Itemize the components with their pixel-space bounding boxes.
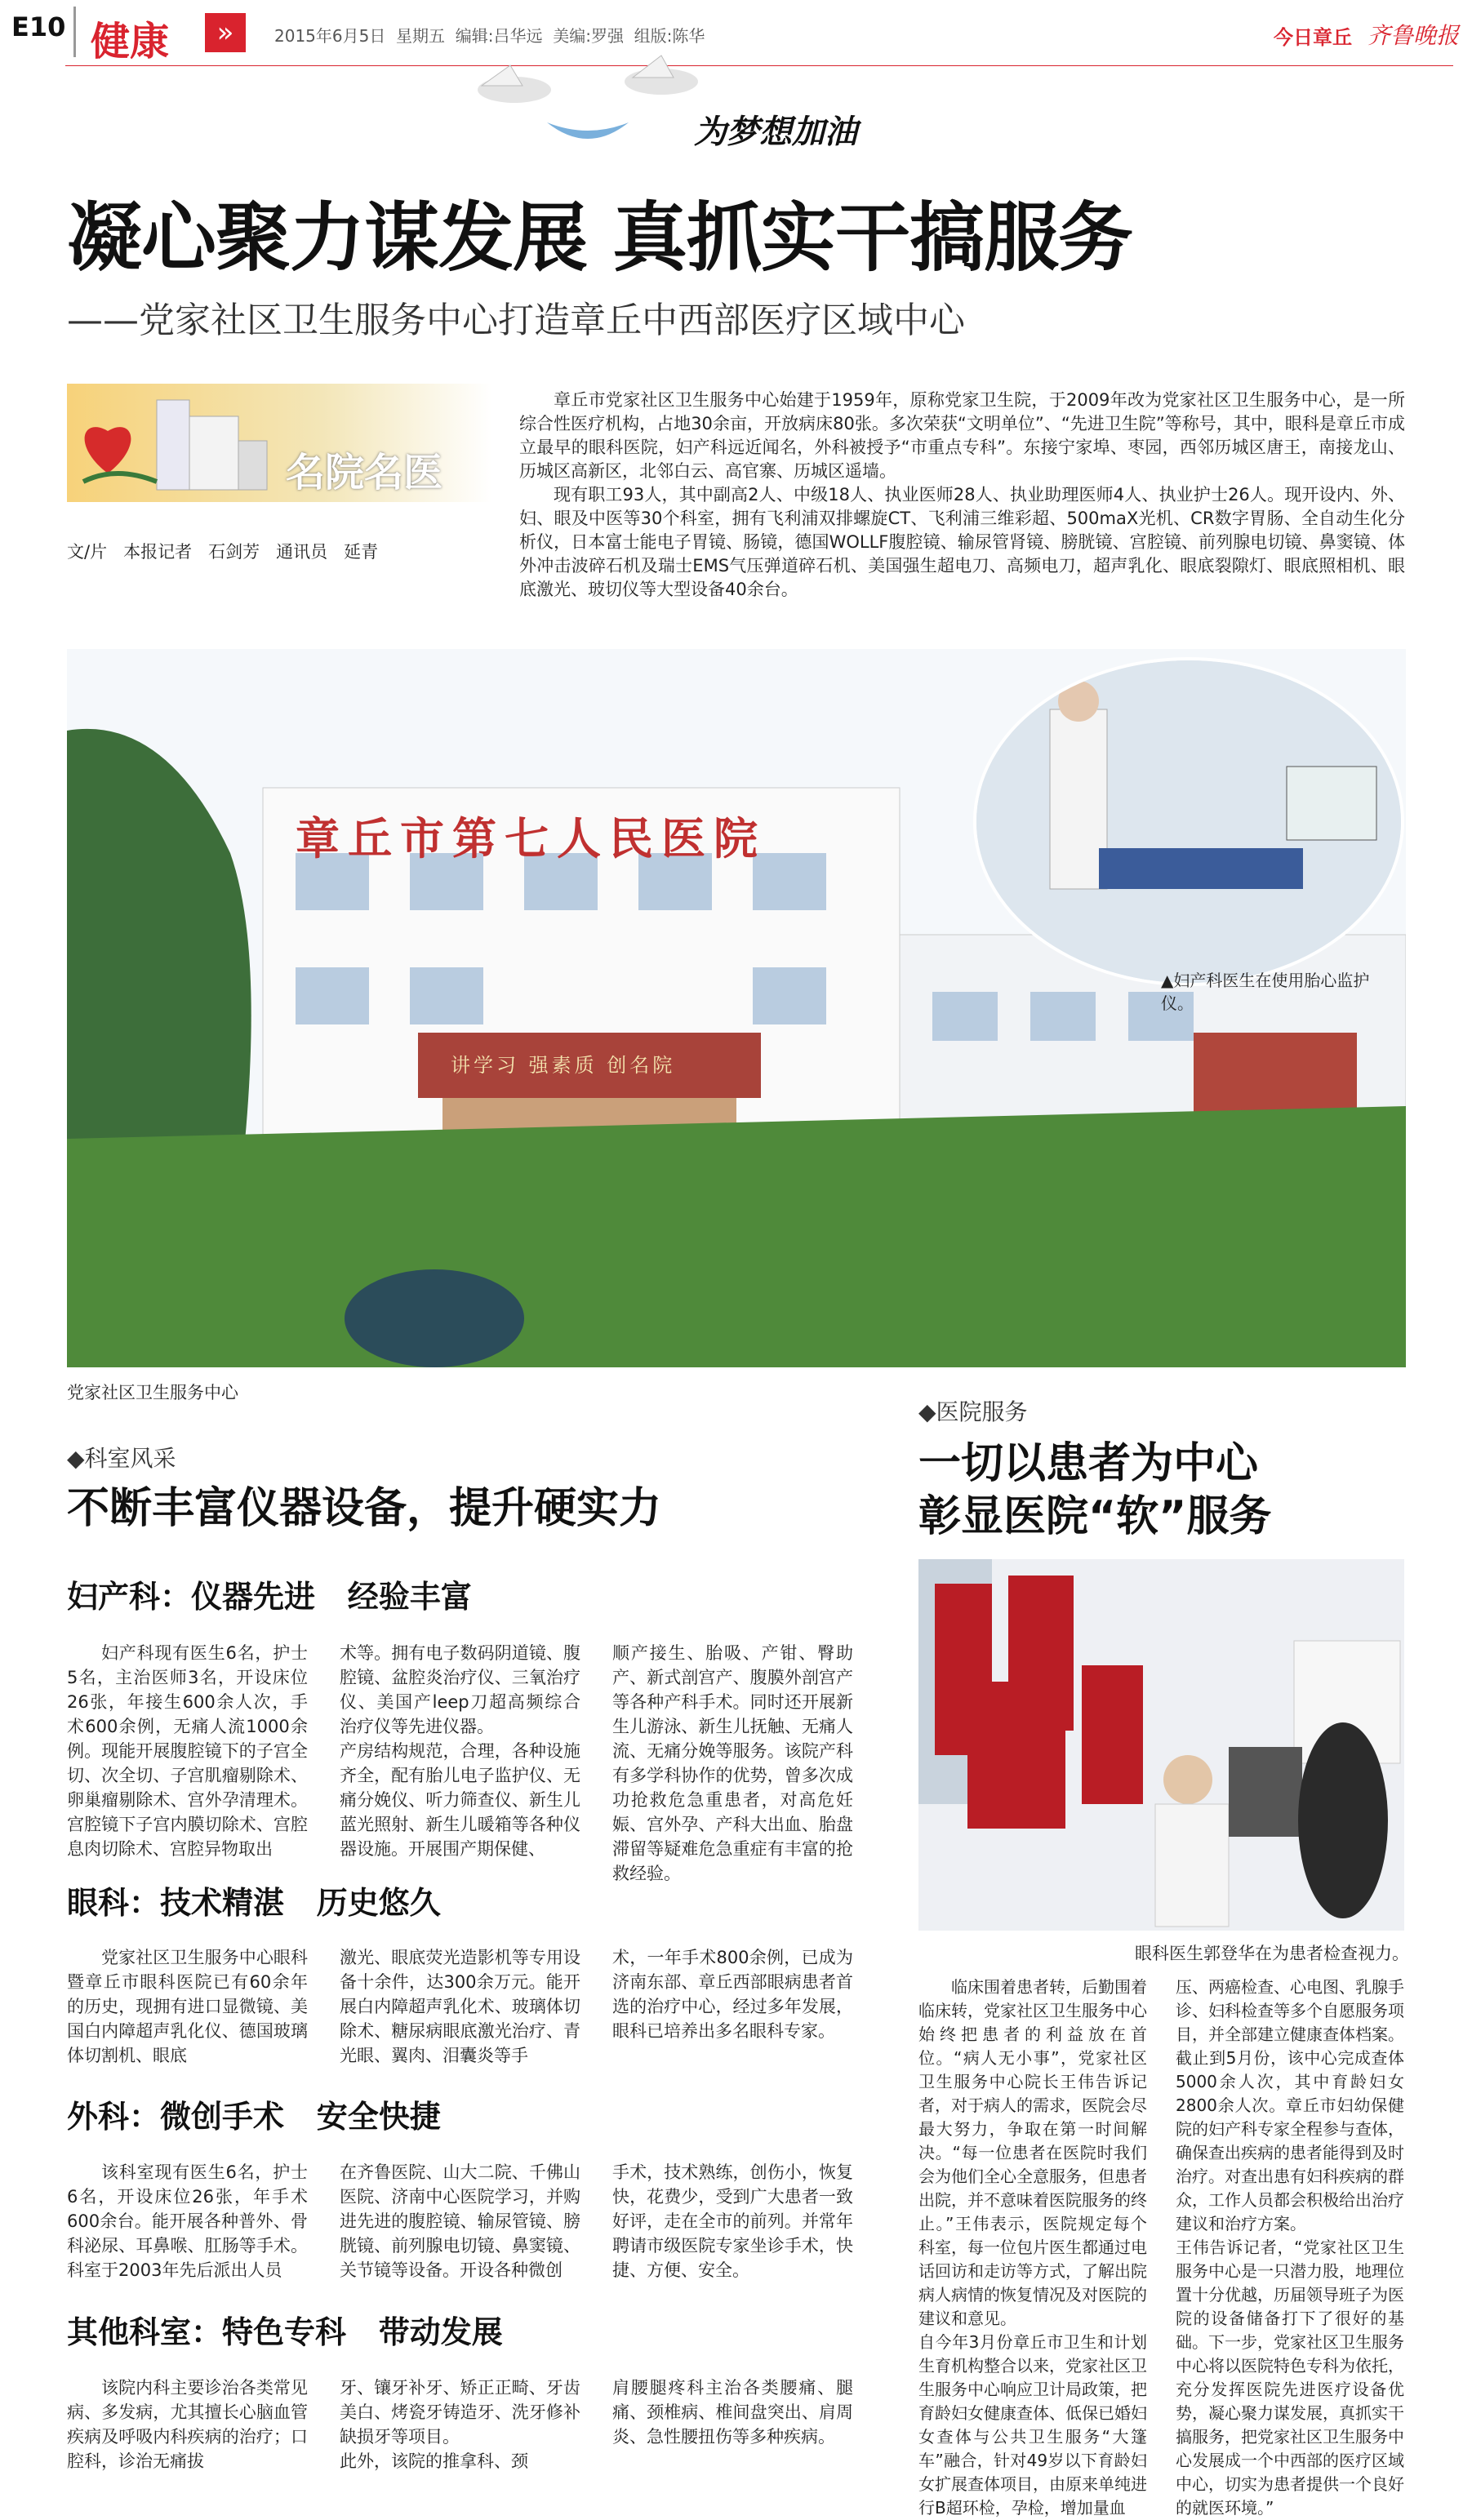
obgyn-col-2: 术等。拥有电子数码阴道镜、腹腔镜、盆腔炎治疗仪、三氧治疗仪、美国产leep刀超高频综合治疗仪等先进仪器。 产房结构规范，合理，各种设施齐全，配有胎儿电子监护仪、无痛分娩仪、听力筛查仪、新生儿蓝光照射、新生儿暖箱等各种仪器设施。开展围产期保健、 xyxy=(340,1643,580,1859)
main-photo-caption: 党家社区卫生服务中心 xyxy=(67,1383,238,1402)
column-label: 名院名医 xyxy=(286,450,443,496)
intro-paragraph xyxy=(519,389,1405,602)
other-col-1: 该院内科主要诊治各类常见病、多发病，尤其擅长心脑血管疾病及呼吸内科疾病的治疗；口腔科，诊治无痛拔 xyxy=(67,2378,308,2471)
banner xyxy=(457,49,882,163)
date-info: 2015年6月5日 星期五 编辑:吕华远 美编:罗强 组版:陈华 xyxy=(274,26,705,46)
header-right-b: 齐鲁晚报 xyxy=(1367,22,1460,49)
sub-headline: ——党家社区卫生服务中心打造章丘中西部医疗区域中心 xyxy=(67,300,965,341)
hospital-photo xyxy=(67,649,1406,1367)
right-title-line-1: 一切以患者为中心 xyxy=(918,1439,1259,1488)
inset-photo xyxy=(973,657,1404,986)
hospital-board-text: 讲学习 强素质 创名院 xyxy=(451,1054,676,1077)
banner-text: 为梦想加油 xyxy=(694,113,857,151)
surgery-col-3: 手术，技术熟练，创伤小，恢复快，花费少，受到广大患者一致好评，走在全市的前列。并常年聘请市级医院专家坐诊手术，快捷、方便、安全。 xyxy=(612,2162,853,2280)
left-title: 不断丰富仪器设备，提升硬实力 xyxy=(67,1484,662,1533)
heart-building-icon xyxy=(67,384,271,502)
right-title-line-2: 彰显医院“软”服务 xyxy=(918,1492,1272,1541)
double-chevron-icon: » xyxy=(205,13,246,52)
eye-exam-photo xyxy=(918,1559,1404,1931)
other-col-3: 肩腰腿疼科主治各类腰痛、腿痛、颈椎病、椎间盘突出、肩周炎、急性腰扭伤等多种疾病。 xyxy=(612,2378,853,2447)
hospital-sign-text: 章丘市第七人民医院 xyxy=(296,812,766,864)
left-tag: ◆科室风采 xyxy=(67,1445,176,1472)
page-number: E10 xyxy=(11,11,66,42)
inset-caption: ▲妇产科医生在使用胎心监护仪。 xyxy=(1161,971,1370,1013)
column-logo xyxy=(67,384,491,502)
service-col-1: 临床围着患者转，后勤围着临床转，党家社区卫生服务中心始终把患者的利益放在首位。“病人无小事”，党家社区卫生服务中心院长王伟告诉记者，对于病人的需求，医院会尽最大努力，争取在第一时间解决。“每一位患者在医院时我们会为他们全心全意服务，但患者出院，并不意味着医院服务的终止。”王伟表示，医院规定每个科室，每一位包片医生都通过电话回访和走访等方式，了解出院病人病情的恢复情况及对医院的建议和意见。 自今年3月份章丘市卫生和计划生育机构整合以来，党家社区卫生服务中心响应卫计局政策，把育龄妇女健康查体、低保已婚妇女查体与公共卫生服务“大篷车”融合，针对49岁以下育龄妇女扩展查体项目，由原来单纯进行B超环检，孕检，增加量血 xyxy=(918,1977,1147,2518)
section-eye-title: 眼科：技术精湛 历史悠久 xyxy=(67,1885,441,1921)
intro-p2: 现有职工93人，其中副高2人、中级18人、执业医师28人、执业助理医师4人、执业护士26人。现开设内、外、妇、眼及中医等30个科室，拥有飞利浦双排螺旋CT、飞利浦三维彩超、500maX光机、CR数字胃肠、全自动生化分析仪，日本富士能电子胃镜、肠镜，德国WOLLF腹腔镜、输尿管肾镜、膀胱镜、宫腔镜、前列腺电切镜、鼻窦镜、体外冲击波碎石机及瑞士EMS气压弹道碎石机、美国强生超电刀、高频电刀，超声乳化、眼底裂隙灯、眼底照相机、眼底激光、玻切仪等大型设备40余台。 xyxy=(519,485,1405,599)
service-col-2: 压、两癌检查、心电图、乳腺手诊、妇科检查等多个自愿服务项目，并全部建立健康查体档案。截止到5月份，该中心完成查体5000余人次，其中育龄妇女2800余人次。章丘市妇幼保健院的妇产科专家全程参与查体，确保查出疾病的患者能得到及时治疗。对查出患有妇科疾病的群众，工作人员都会积极给出治疗建议和治疗方案。 王伟告诉记者，“党家社区卫生服务中心是一只潜力股，地理位置十分优越，历届领导班子为医院的设备储备打下了很好的基础。下一步，党家社区卫生服务中心将以医院特色专科为依托，充分发挥医院先进医疗设备优势，凝心聚力谋发展，真抓实干搞服务，把党家社区卫生服务中心发展成一个中西部的医疗区域中心，切实为患者提供一个良好的就医环境。” xyxy=(1176,1977,1404,2518)
eye-col-3: 术，一年手术800余例，已成为济南东部、章丘西部眼病患者首选的治疗中心，经过多年发展，眼科已培养出多名眼科专家。 xyxy=(612,1948,853,2041)
other-col-2: 牙、镶牙补牙、矫正正畸、牙齿美白、烤瓷牙铸造牙、洗牙修补缺损牙等项目。 此外，该院的推拿科、颈 xyxy=(340,2378,580,2471)
section-other-title: 其他科室：特色专科 带动发展 xyxy=(67,2314,503,2350)
main-headline: 凝心聚力谋发展 真抓实干搞服务 xyxy=(67,194,1133,282)
surgery-col-2: 在齐鲁医院、山大二院、千佛山医院、济南中心医院学习，并购进先进的腹腔镜、输尿管镜、膀胱镜、前列腺电切镜、鼻窦镜、关节镜等设备。开设各种微创 xyxy=(340,2162,580,2280)
surgery-col-1: 该科室现有医生6名，护士6名，开设床位26张，年手术600余台。能开展各种普外、骨科泌尿、耳鼻喉、肛肠等手术。科室于2003年先后派出人员 xyxy=(67,2162,308,2280)
section-surgery-title: 外科：微创手术 安全快捷 xyxy=(67,2099,441,2135)
obgyn-col-1: 妇产科现有医生6名，护士5名，主治医师3名，开设床位26张，年接生600余人次，手术600余例，无痛人流1000余例。现能开展腹腔镜下的子宫全切、次全切、子宫肌瘤剔除术、卵巢瘤剔除术、宫外孕清理术。宫腔镜下子宫内膜切除术、宫腔息肉切除术、宫腔异物取出 xyxy=(67,1643,308,1859)
header-right-a: 今日章丘 xyxy=(1274,26,1352,49)
right-tag: ◆医院服务 xyxy=(918,1398,1028,1425)
eye-col-1: 党家社区卫生服务中心眼科暨章丘市眼科医院已有60余年的历史，现拥有进口显微镜、美国白内障超声乳化仪、德国玻璃体切割机、眼底 xyxy=(67,1948,308,2065)
section-obgyn-title: 妇产科：仪器先进 经验丰富 xyxy=(67,1579,472,1615)
byline: 文/片 本报记者 石剑芳 通讯员 延青 xyxy=(67,542,379,562)
intro-p1: 章丘市党家社区卫生服务中心始建于1959年，原称党家卫生院，于2009年改为党家社区卫生服务中心，是一所综合性医疗机构，占地30余亩，开放病床80张。多次荣获“文明单位”、“先进卫生院”等称号，其中，眼科是章丘市成立最早的眼科医院，妇产科远近闻名，外科被授予“市重点专科”。东接宁家埠、枣园，西邻历城区唐王，南接龙山、历城区高新区，北邻白云、高官寨、历城区遥墙。 xyxy=(519,390,1405,481)
doves-hands-icon xyxy=(457,49,718,155)
section-title: 健康 xyxy=(91,19,170,64)
section-label xyxy=(73,7,256,64)
eye-photo-caption: 眼科医生郭登华在为患者检查视力。 xyxy=(1135,1944,1409,1963)
obgyn-col-3: 顺产接生、胎吸、产钳、臀助产、新式剖宫产、腹膜外剖宫产等各种产科手术。同时还开展新生儿游泳、新生儿抚触、无痛人流、无痛分娩等服务。该院产科有多学科协作的优势，曾多次成功抢救危急重患者，对高危妊娠、宫外孕、产科大出血、胎盘滞留等疑难危急重症有丰富的抢救经验。 xyxy=(612,1643,853,1883)
eye-col-2: 激光、眼底荧光造影机等专用设备十余件，达300余万元。能开展白内障超声乳化术、玻璃体切除术、糖尿病眼底激光治疗、青光眼、翼肉、泪囊炎等手 xyxy=(340,1948,580,2065)
